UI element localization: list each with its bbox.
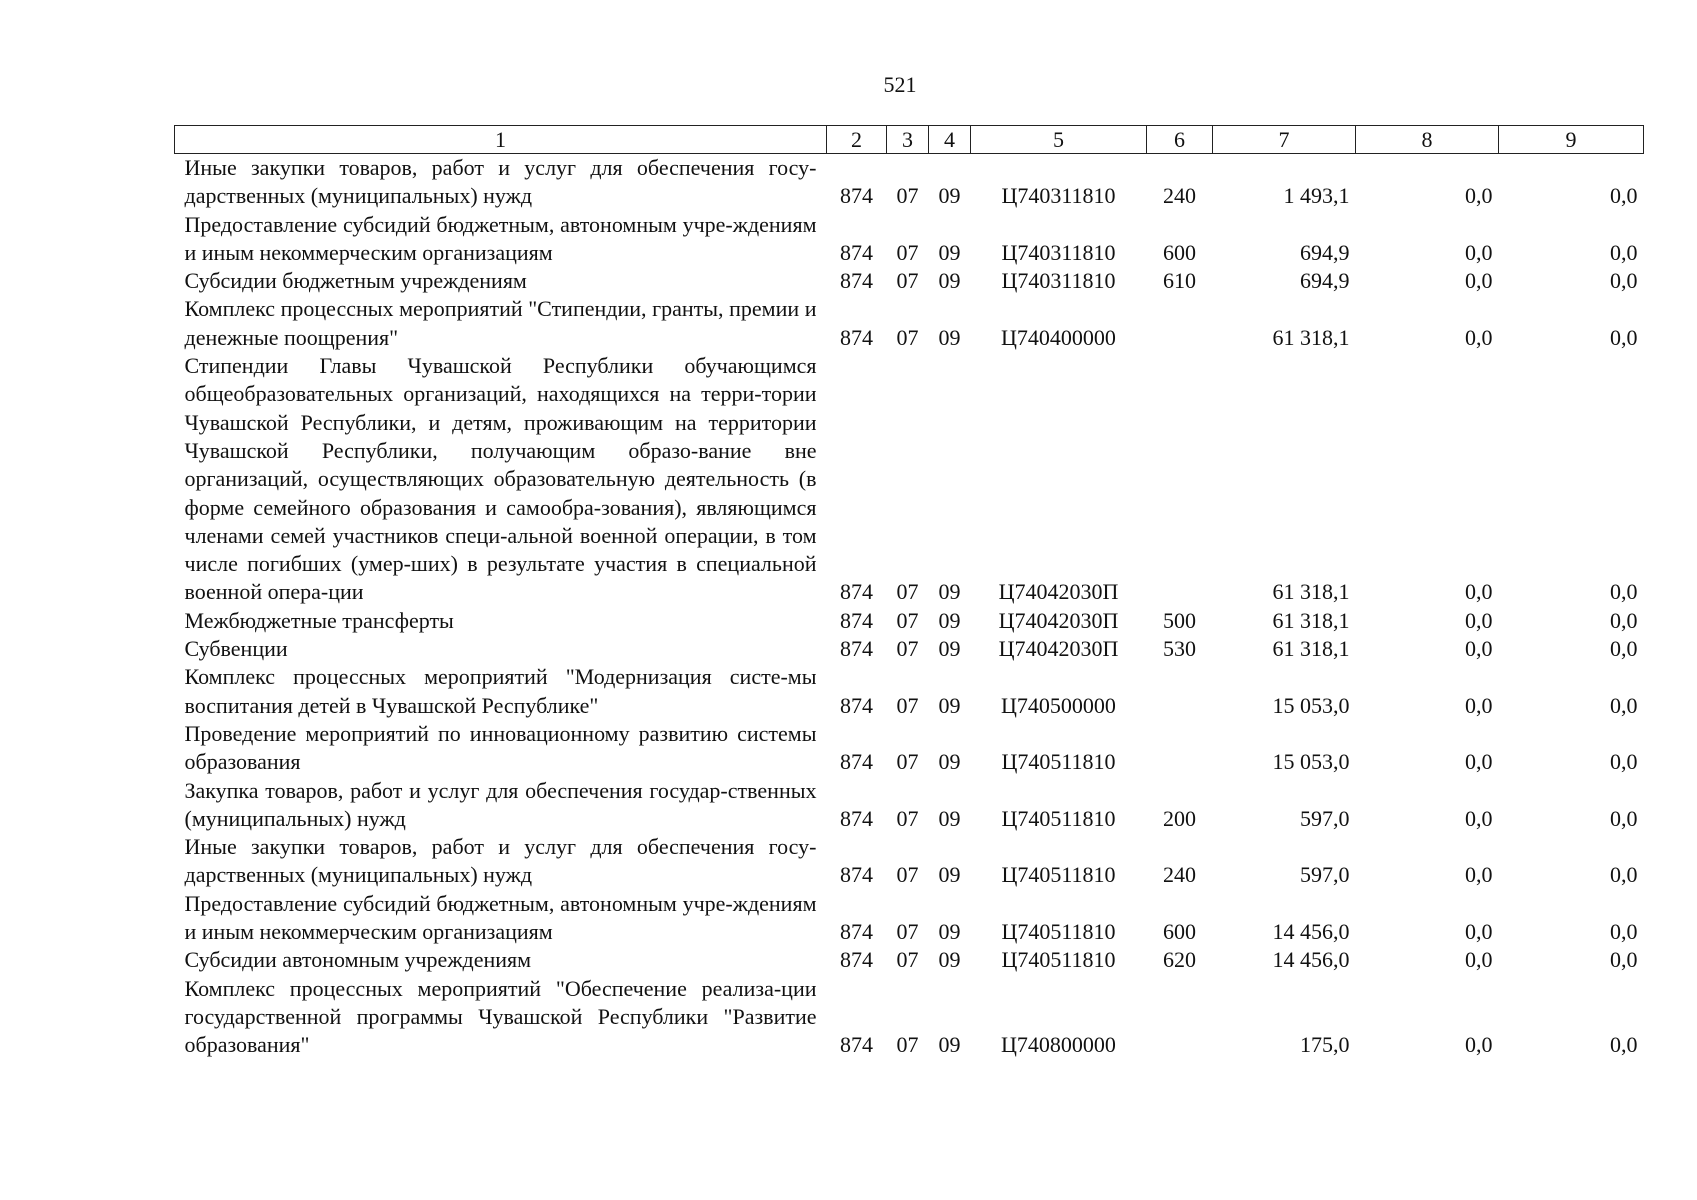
amount-col9: 0,0 (1610, 268, 1638, 294)
amount-col9: 0,0 (1610, 239, 1638, 265)
expense-type-code (1147, 975, 1213, 1060)
expense-type-code: 610 (1163, 268, 1196, 294)
table-row (175, 211, 1644, 268)
column-header: 1 (175, 126, 827, 154)
amount-col8: 0,0 (1465, 749, 1493, 775)
amount-col7: 14 456,0 (1272, 947, 1350, 973)
row-name: Иные закупки товаров, работ и услуг для обеспечения госу-дарственных (муниципальных) нужд (184, 155, 817, 209)
amount-col9: 0,0 (1610, 183, 1638, 209)
amount-col7: 694,9 (1300, 268, 1350, 294)
admin-code: 874 (840, 239, 873, 265)
column-header: 7 (1213, 126, 1356, 154)
subsection-code: 09 (938, 636, 961, 662)
amount-col8: 0,0 (1465, 805, 1493, 831)
target-article-code: Ц740800000 (1001, 1032, 1116, 1058)
expense-type-code (1147, 295, 1213, 352)
expense-type-code: 620 (1163, 947, 1196, 973)
amount-col8: 0,0 (1465, 268, 1493, 294)
expense-type-code (1147, 352, 1213, 607)
section-code: 07 (896, 947, 919, 973)
amount-col8: 0,0 (1465, 1032, 1493, 1058)
section-code: 07 (896, 805, 919, 831)
target-article-code: Ц740511810 (1001, 749, 1116, 775)
amount-col7: 61 318,1 (1272, 607, 1350, 633)
amount-col9: 0,0 (1610, 919, 1638, 945)
column-header: 9 (1499, 126, 1644, 154)
admin-code: 874 (840, 919, 873, 945)
table-row (175, 352, 1644, 607)
section-code: 07 (896, 636, 919, 662)
row-name: Предоставление субсидий бюджетным, автономным учре-ждениям и иным некоммерческим организациям (184, 211, 817, 265)
amount-col8: 0,0 (1465, 692, 1493, 718)
table-row (175, 777, 1644, 834)
target-article-code: Ц740511810 (1001, 862, 1116, 888)
amount-col8: 0,0 (1465, 579, 1493, 605)
admin-code: 874 (840, 805, 873, 831)
column-header: 8 (1356, 126, 1499, 154)
amount-col8: 0,0 (1465, 183, 1493, 209)
table-row (175, 607, 1644, 635)
amount-col8: 0,0 (1465, 947, 1493, 973)
subsection-code: 09 (938, 579, 961, 605)
amount-col7: 15 053,0 (1272, 749, 1350, 775)
amount-col8: 0,0 (1465, 607, 1493, 633)
section-code: 07 (896, 268, 919, 294)
expense-type-code: 600 (1163, 919, 1196, 945)
expense-type-code: 200 (1163, 805, 1196, 831)
subsection-code: 09 (938, 1032, 961, 1058)
column-header: 4 (929, 126, 971, 154)
expense-type-code: 240 (1163, 862, 1196, 888)
column-header: 5 (971, 126, 1147, 154)
subsection-code: 09 (938, 183, 961, 209)
amount-col7: 61 318,1 (1272, 324, 1350, 350)
amount-col7: 175,0 (1300, 1032, 1350, 1058)
column-header: 6 (1147, 126, 1213, 154)
admin-code: 874 (840, 324, 873, 350)
row-name: Комплекс процессных мероприятий "Модернизация систе-мы воспитания детей в Чувашской Республике" (184, 664, 817, 718)
admin-code: 874 (840, 749, 873, 775)
target-article-code: Ц740311810 (1001, 183, 1116, 209)
expense-type-code: 240 (1163, 183, 1196, 209)
target-article-code: Ц74042030П (998, 636, 1119, 662)
section-code: 07 (896, 183, 919, 209)
amount-col9: 0,0 (1610, 1032, 1638, 1058)
subsection-code: 09 (938, 805, 961, 831)
row-name: Предоставление субсидий бюджетным, автономным учре-ждениям и иным некоммерческим организациям (184, 890, 817, 945)
column-header: 3 (887, 126, 929, 154)
amount-col9: 0,0 (1610, 805, 1638, 831)
subsection-code: 09 (938, 268, 961, 294)
expense-type-code (1147, 720, 1213, 777)
admin-code: 874 (840, 1032, 873, 1058)
budget-table (174, 125, 1644, 1060)
row-name: Закупка товаров, работ и услуг для обеспечения государ-ственных (муниципальных) нужд (184, 777, 817, 831)
amount-col9: 0,0 (1610, 749, 1638, 775)
section-code: 07 (896, 579, 919, 605)
admin-code: 874 (840, 692, 873, 718)
section-code: 07 (896, 239, 919, 265)
amount-col9: 0,0 (1610, 862, 1638, 888)
section-code: 07 (896, 607, 919, 633)
expense-type-code: 500 (1163, 607, 1196, 633)
expense-type-code: 530 (1163, 636, 1196, 662)
section-code: 07 (896, 862, 919, 888)
admin-code: 874 (840, 183, 873, 209)
amount-col7: 14 456,0 (1272, 919, 1350, 945)
admin-code: 874 (840, 607, 873, 633)
amount-col7: 1 493,1 (1283, 183, 1350, 209)
table-row (175, 635, 1644, 663)
target-article-code: Ц740511810 (1001, 947, 1116, 973)
row-name: Субсидии бюджетным учреждениям (184, 268, 527, 294)
target-article-code: Ц740311810 (1001, 268, 1116, 294)
amount-col7: 15 053,0 (1272, 692, 1350, 718)
target-article-code: Ц740400000 (1001, 324, 1116, 350)
subsection-code: 09 (938, 947, 961, 973)
target-article-code: Ц740511810 (1001, 919, 1116, 945)
row-name: Иные закупки товаров, работ и услуг для обеспечения госу-дарственных (муниципальных) нужд (184, 834, 817, 888)
expense-type-code: 600 (1163, 239, 1196, 265)
admin-code: 874 (840, 862, 873, 888)
row-name: Стипендии Главы Чувашской Республики обучающимся общеобразовательных организаций, находящихся на терри-тории Чувашской Республики, и детям, проживающим на территории Чувашской Республики, получающим образо-вание вне организаций, осуществляющих образовательную деятельность (в форме семейного образования и самообра-зования), являющимся членами семей участников специ-альной военной операции, в том числе погибших (умер-ших) в результате участия в специальной военной опера-ции (184, 353, 817, 605)
section-code: 07 (896, 1032, 919, 1058)
admin-code: 874 (840, 947, 873, 973)
subsection-code: 09 (938, 862, 961, 888)
amount-col9: 0,0 (1610, 947, 1638, 973)
row-name: Субвенции (184, 636, 288, 662)
row-name: Проведение мероприятий по инновационному развитию системы образования (184, 720, 817, 775)
amount-col9: 0,0 (1610, 607, 1638, 633)
row-name: Субсидии автономным учреждениям (184, 947, 532, 973)
target-article-code: Ц740500000 (1001, 692, 1116, 718)
amount-col7: 597,0 (1300, 862, 1350, 888)
expense-type-code (1147, 663, 1213, 720)
amount-col9: 0,0 (1610, 324, 1638, 350)
amount-col7: 694,9 (1300, 239, 1350, 265)
amount-col9: 0,0 (1610, 692, 1638, 718)
table-row (175, 890, 1644, 947)
row-name: Межбюджетные трансферты (184, 607, 454, 633)
column-header: 2 (827, 126, 887, 154)
table-row (175, 946, 1644, 974)
table-row (175, 975, 1644, 1060)
amount-col7: 61 318,1 (1272, 579, 1350, 605)
amount-col8: 0,0 (1465, 324, 1493, 350)
table-row (175, 154, 1644, 211)
target-article-code: Ц74042030П (998, 579, 1119, 605)
row-name: Комплекс процессных мероприятий "Стипендии, гранты, премии и денежные поощрения" (184, 296, 817, 350)
amount-col9: 0,0 (1610, 636, 1638, 662)
table-row (175, 720, 1644, 777)
row-name: Комплекс процессных мероприятий "Обеспечение реализа-ции государственной программы Чувашской Республики "Развитие образования" (184, 975, 817, 1058)
subsection-code: 09 (938, 919, 961, 945)
target-article-code: Ц740311810 (1001, 239, 1116, 265)
admin-code: 874 (840, 636, 873, 662)
amount-col9: 0,0 (1610, 579, 1638, 605)
amount-col8: 0,0 (1465, 919, 1493, 945)
table-row (175, 833, 1644, 890)
amount-col8: 0,0 (1465, 636, 1493, 662)
admin-code: 874 (840, 579, 873, 605)
admin-code: 874 (840, 268, 873, 294)
table-row (175, 295, 1644, 352)
subsection-code: 09 (938, 692, 961, 718)
section-code: 07 (896, 749, 919, 775)
target-article-code: Ц740511810 (1001, 805, 1116, 831)
table-row (175, 267, 1644, 295)
amount-col7: 61 318,1 (1272, 636, 1350, 662)
amount-col8: 0,0 (1465, 239, 1493, 265)
subsection-code: 09 (938, 749, 961, 775)
page-number: 521 (883, 72, 917, 97)
target-article-code: Ц74042030П (998, 607, 1119, 633)
subsection-code: 09 (938, 607, 961, 633)
subsection-code: 09 (938, 324, 961, 350)
section-code: 07 (896, 919, 919, 945)
table-row (175, 663, 1644, 720)
amount-col8: 0,0 (1465, 862, 1493, 888)
amount-col7: 597,0 (1300, 805, 1350, 831)
section-code: 07 (896, 324, 919, 350)
subsection-code: 09 (938, 239, 961, 265)
section-code: 07 (896, 692, 919, 718)
header-row (175, 126, 1644, 154)
